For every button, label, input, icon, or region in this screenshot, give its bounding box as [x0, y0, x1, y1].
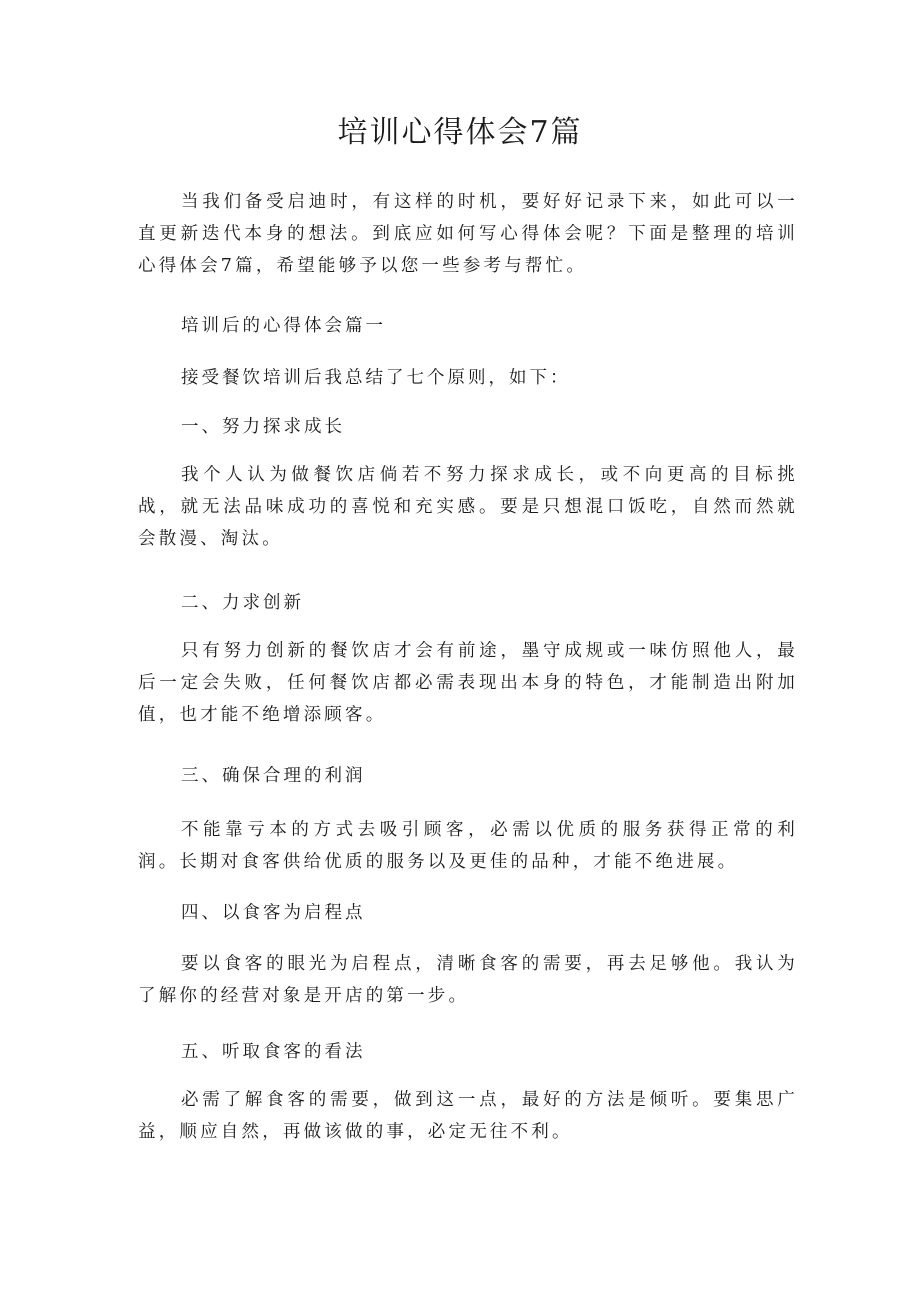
principle-5-heading: 五、听取食客的看法: [181, 1042, 366, 1062]
principle-4-body: 要以食客的眼光为启程点，清晰食客的需要，再去足够他。我认为了解你的经营对象是开店的第一步。: [138, 954, 798, 1006]
section-title: 培训后的心得体会篇一: [181, 316, 386, 336]
principle-1-heading: 一、努力探求成长: [181, 417, 345, 437]
principle-5-body: 必需了解食客的需要，做到这一点，最好的方法是倾听。要集思广益，顺应自然，再做该做的事，必定无往不利。: [138, 1090, 798, 1142]
principle-1-body: 我个人认为做餐饮店倘若不努力探求成长，或不向更高的目标挑战，就无法品味成功的喜悦和充实感。要是只想混口饭吃，自然而然就会散漫、淘汰。: [138, 465, 798, 549]
principle-4-heading: 四、以食客为启程点: [181, 903, 366, 923]
principle-2-body: 只有努力创新的餐饮店才会有前途，墨守成规或一味仿照他人，最后一定会失败，任何餐饮店都必需表现出本身的特色，才能制造出附加值，也才能不绝增添顾客。: [138, 641, 798, 725]
principle-2-heading: 二、力求创新: [181, 593, 304, 613]
principle-3-heading: 三、确保合理的利润: [181, 766, 366, 786]
document-title: 培训心得体会7篇: [337, 115, 583, 150]
principle-3-body: 不能靠亏本的方式去吸引顾客，必需以优质的服务获得正常的利润。长期对食客供给优质的服务以及更佳的品种，才能不绝进展。: [138, 820, 798, 872]
lead-paragraph: 接受餐饮培训后我总结了七个原则，如下：: [181, 368, 571, 388]
intro-paragraph: 当我们备受启迪时，有这样的时机，要好好记录下来，如此可以一直更新迭代本身的想法。到底应如何写心得体会呢？下面是整理的培训心得体会7篇，希望能够予以您一些参考与帮忙。: [138, 192, 798, 276]
